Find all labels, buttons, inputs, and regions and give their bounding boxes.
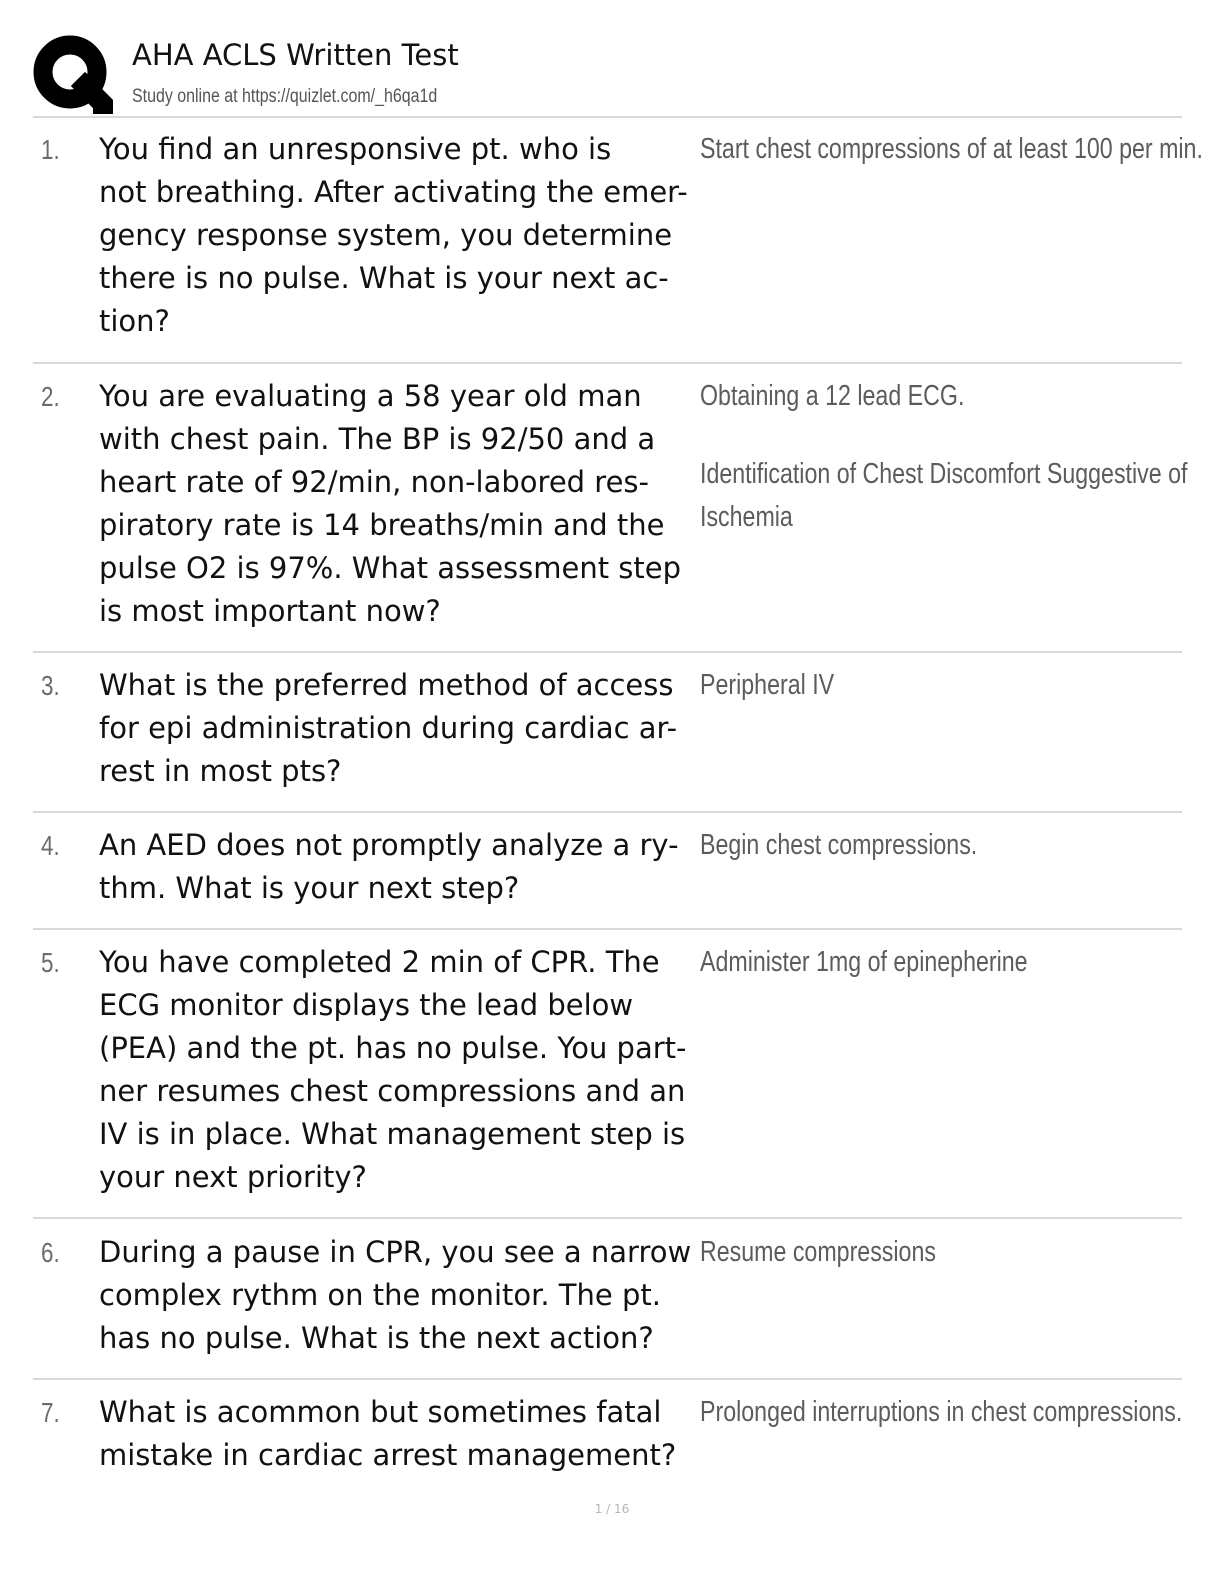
item-number: 5. xyxy=(41,947,60,978)
header-divider xyxy=(33,116,1182,118)
answer-text xyxy=(700,128,1203,171)
answer-line: Resume compressions xyxy=(700,1236,936,1268)
answer-text xyxy=(700,1391,1183,1434)
question-text: You find an unresponsive pt. who is not breathing. After activating the emer- gency response system, you determine there is no pulse. What is your next ac- tion? xyxy=(99,132,688,338)
study-online-link[interactable]: Study online at https://quizlet.com/_h6qa1d xyxy=(132,86,438,107)
answer-line: Peripheral IV xyxy=(700,669,835,701)
answer-text xyxy=(700,375,1188,539)
answer-text xyxy=(700,941,1148,984)
item-number: 7. xyxy=(41,1397,60,1428)
answer-line: Ischemia xyxy=(700,501,793,533)
question-text: You have completed 2 min of CPR. The ECG monitor displays the lead below (PEA) and the pt. has no pulse. You part- ner resumes chest compressions and an IV is in place. What management step is your next priority? xyxy=(99,945,687,1194)
item-number: 1. xyxy=(41,134,60,165)
answer-text xyxy=(700,664,1148,707)
page-number: 1 / 16 xyxy=(594,1502,630,1516)
answer-line: Start chest compressions of at least 100 per min. xyxy=(700,133,1203,165)
question-text: An AED does not promptly analyze a ry- thm. What is your next step? xyxy=(99,828,679,905)
answer-text xyxy=(700,824,1148,867)
item-number: 2. xyxy=(41,381,60,412)
question-text: What is the preferred method of access for epi administration during cardiac ar- rest in most pts? xyxy=(99,668,678,788)
answer-spacer xyxy=(700,418,1148,453)
question-text: What is acommon but sometimes fatal mistake in cardiac arrest management? xyxy=(99,1395,677,1472)
item-number: 6. xyxy=(41,1237,60,1268)
answer-line: Obtaining a 12 lead ECG. xyxy=(700,380,965,412)
item-number: 3. xyxy=(41,670,60,701)
item-divider xyxy=(33,1378,1182,1380)
question-text: During a pause in CPR, you see a narrow complex rythm on the monitor. The pt. has no pulse. What is the next action? xyxy=(99,1235,692,1355)
item-number: 4. xyxy=(41,830,60,861)
answer-text xyxy=(700,1231,1148,1274)
question-text: You are evaluating a 58 year old man with chest pain. The BP is 92/50 and a heart rate of 92/min, non-labored res- piratory rate is 14 breaths/min and the pulse O2 is 97%. What assessment step is most important now? xyxy=(99,379,682,628)
answer-line: Administer 1mg of epinepherine xyxy=(700,946,1028,978)
document-title: AHA ACLS Written Test xyxy=(132,38,459,72)
item-divider xyxy=(33,362,1182,364)
item-divider xyxy=(33,1217,1182,1219)
answer-line: Identification of Chest Discomfort Suggestive of xyxy=(700,458,1188,490)
answer-line: Prolonged interruptions in chest compressions. xyxy=(700,1396,1183,1428)
quizlet-logo-icon xyxy=(33,34,113,114)
document-header xyxy=(33,34,1183,114)
answer-line: Begin chest compressions. xyxy=(700,829,978,861)
item-divider xyxy=(33,811,1182,813)
item-divider xyxy=(33,651,1182,653)
item-divider xyxy=(33,928,1182,930)
